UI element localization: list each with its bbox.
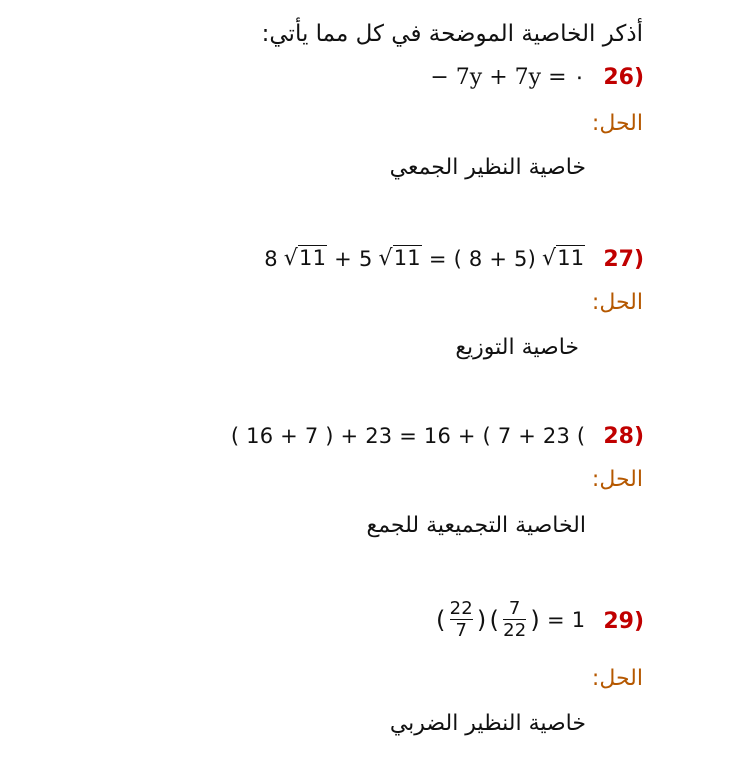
problem-29-denominator-1: 7 [455, 620, 468, 641]
problem-29 [436, 598, 644, 642]
problem-28-number: 28) [603, 424, 644, 449]
problem-27-plus: + [334, 246, 352, 271]
problem-28-solution-label: الحل: [591, 467, 643, 492]
problem-26-number: 26) [603, 65, 644, 90]
problem-29-number: 29) [603, 608, 644, 634]
problem-29-rparen-1: ) [476, 605, 487, 634]
problem-28-expression: ( 16 + 7 ) + 23 = 16 + ( 7 + 23 ( [230, 424, 586, 448]
problem-26-answer: خاصية النظير الجمعي [389, 155, 586, 180]
problem-29-answer: خاصية النظير الضربي [389, 711, 586, 736]
problem-27-radicand-2: 11 [393, 246, 421, 270]
problem-27-answer: خاصية التوزيع [455, 335, 579, 360]
problem-27-coef-1: 8 [264, 246, 278, 271]
problem-29-fraction-2 [503, 598, 526, 641]
problem-29-rhs: 1 [571, 607, 586, 632]
problem-29-fraction-1 [450, 598, 473, 641]
problem-26 [430, 58, 644, 98]
problem-29-denominator-2: 22 [503, 620, 527, 641]
problem-28-answer: الخاصية التجميعية للجمع [366, 513, 586, 538]
problem-27-expression [264, 238, 585, 279]
problem-29-lparen-2: ( [489, 605, 500, 634]
problem-27-sqrt-2 [376, 238, 422, 279]
problem-29-expression [436, 598, 585, 641]
problem-27-equals: = [428, 246, 447, 271]
problem-29-numerator-1: 22 [449, 598, 473, 619]
problem-26-solution-label: الحل: [591, 111, 643, 136]
problem-27-solution-label: الحل: [591, 290, 643, 315]
problem-27-sqrt-3 [539, 238, 585, 279]
radical-sign-icon: √ [283, 246, 299, 271]
instruction-text: أذكر الخاصية الموضحة في كل مما يأتي: [261, 21, 643, 47]
problem-29-rparen-2: ) [530, 605, 540, 634]
problem-28 [231, 416, 644, 457]
problem-29-lparen-1: ( [436, 605, 446, 634]
problem-26-expression: − 7y + 7y = ٠ [430, 65, 586, 90]
problem-27-sqrt-1 [281, 238, 327, 279]
problem-27 [264, 238, 644, 280]
problem-29-solution-label: الحل: [591, 666, 643, 691]
problem-27-group: ( 8 + 5) [453, 246, 536, 271]
problem-27-coef-2: 5 [358, 246, 373, 271]
radical-sign-icon: √ [378, 246, 393, 271]
problem-29-equals: = [546, 607, 565, 632]
radical-sign-icon: √ [541, 246, 557, 271]
problem-27-radicand-1: 11 [299, 246, 327, 270]
problem-27-number: 27) [603, 246, 644, 272]
problem-29-numerator-2: 7 [508, 598, 521, 619]
problem-27-radicand-3: 11 [557, 246, 585, 270]
